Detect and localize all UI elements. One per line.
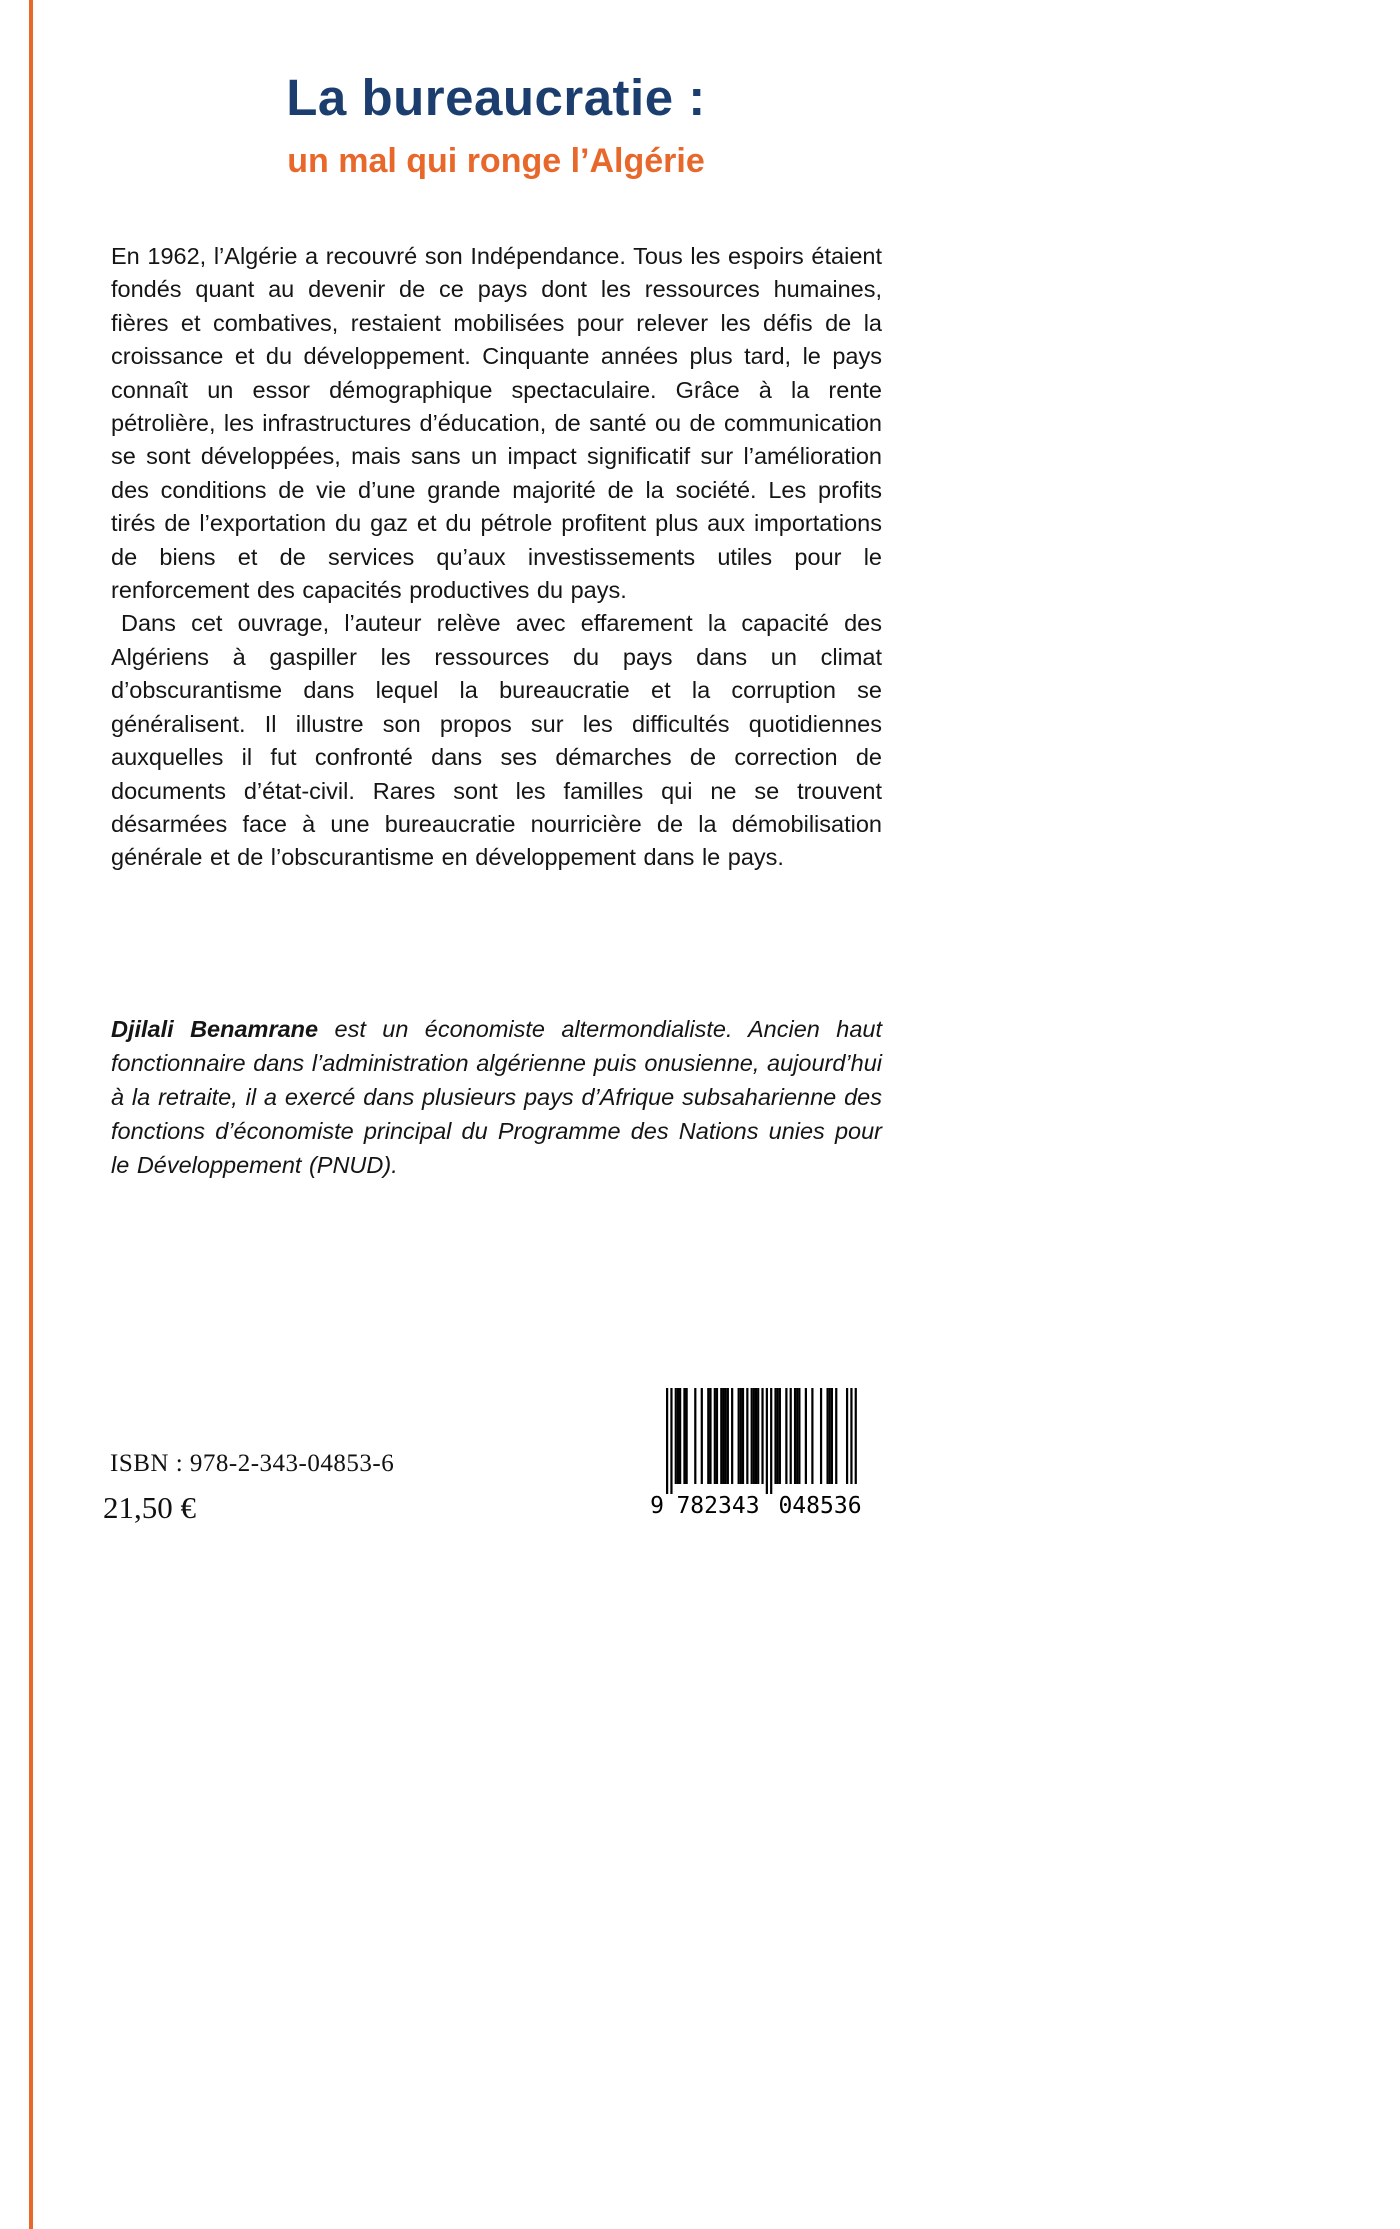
title-block [110, 70, 882, 181]
book-subtitle: un mal qui ronge l’Algérie [287, 142, 705, 181]
author-name: Djilali Benamrane [111, 1016, 319, 1042]
book-title: La bureaucratie : [286, 69, 706, 126]
svg-text:9: 9 [650, 1493, 664, 1519]
author-bio-paragraph [111, 1012, 882, 1182]
svg-text:782343: 782343 [676, 1493, 760, 1519]
synopsis [111, 240, 882, 875]
synopsis-paragraph-1: En 1962, l’Algérie a recouvré son Indépendance. Tous les espoirs étaient fondés quant au devenir de ce pays dont les ressources humaines, fières et combatives, restaient mobilisées pour relever les défis de la croissance et du développement. Cinquante années plus tard, le pays connaît un essor démographique spectaculaire. Grâce à la rente pétrolière, les infrastructures d’éducation, de santé ou de communication se sont développées, mais sans un impact significatif sur l’amélioration des conditions de vie d’une grande majorité de la société. Les profits tirés de l’exportation du gaz et du pétrole profitent plus aux importations de biens et de services qu’aux investissements utiles pour le renforcement des capacités productives du pays. [111, 243, 882, 604]
barcode-icon [650, 1388, 878, 1520]
synopsis-paragraph-2: Dans cet ouvrage, l’auteur relève avec effarement la capacité des Algériens à gaspiller les ressources du pays dans un climat d’obscurantisme dans lequel la bureaucratie et la corruption se généralisent. Il illustre son propos sur les difficultés quotidiennes auxquelles il fut confronté dans ses démarches de correction de documents d’état-civil. Rares sont les familles qui ne se trouvent désarmées face à une bureaucratie nourricière de la démobilisation générale et de l’obscurantisme en développement dans le pays. [111, 610, 882, 871]
price-text: 21,50 € [103, 1490, 196, 1525]
svg-text:048536: 048536 [778, 1493, 862, 1519]
author-bio [111, 1012, 882, 1182]
author-bio-text: est un économiste altermondialiste. Ancien haut fonctionnaire dans l’administration algérienne puis onusienne, aujourd’hui à la retraite, il a exercé dans plusieurs pays d’Afrique subsaharienne des fonctions d’économiste principal du Programme des Nations unies pour le Développement (PNUD). [111, 1016, 882, 1178]
left-accent-stripe [29, 0, 33, 2229]
isbn-text: ISBN : 978-2-343-04853-6 [110, 1450, 395, 1477]
